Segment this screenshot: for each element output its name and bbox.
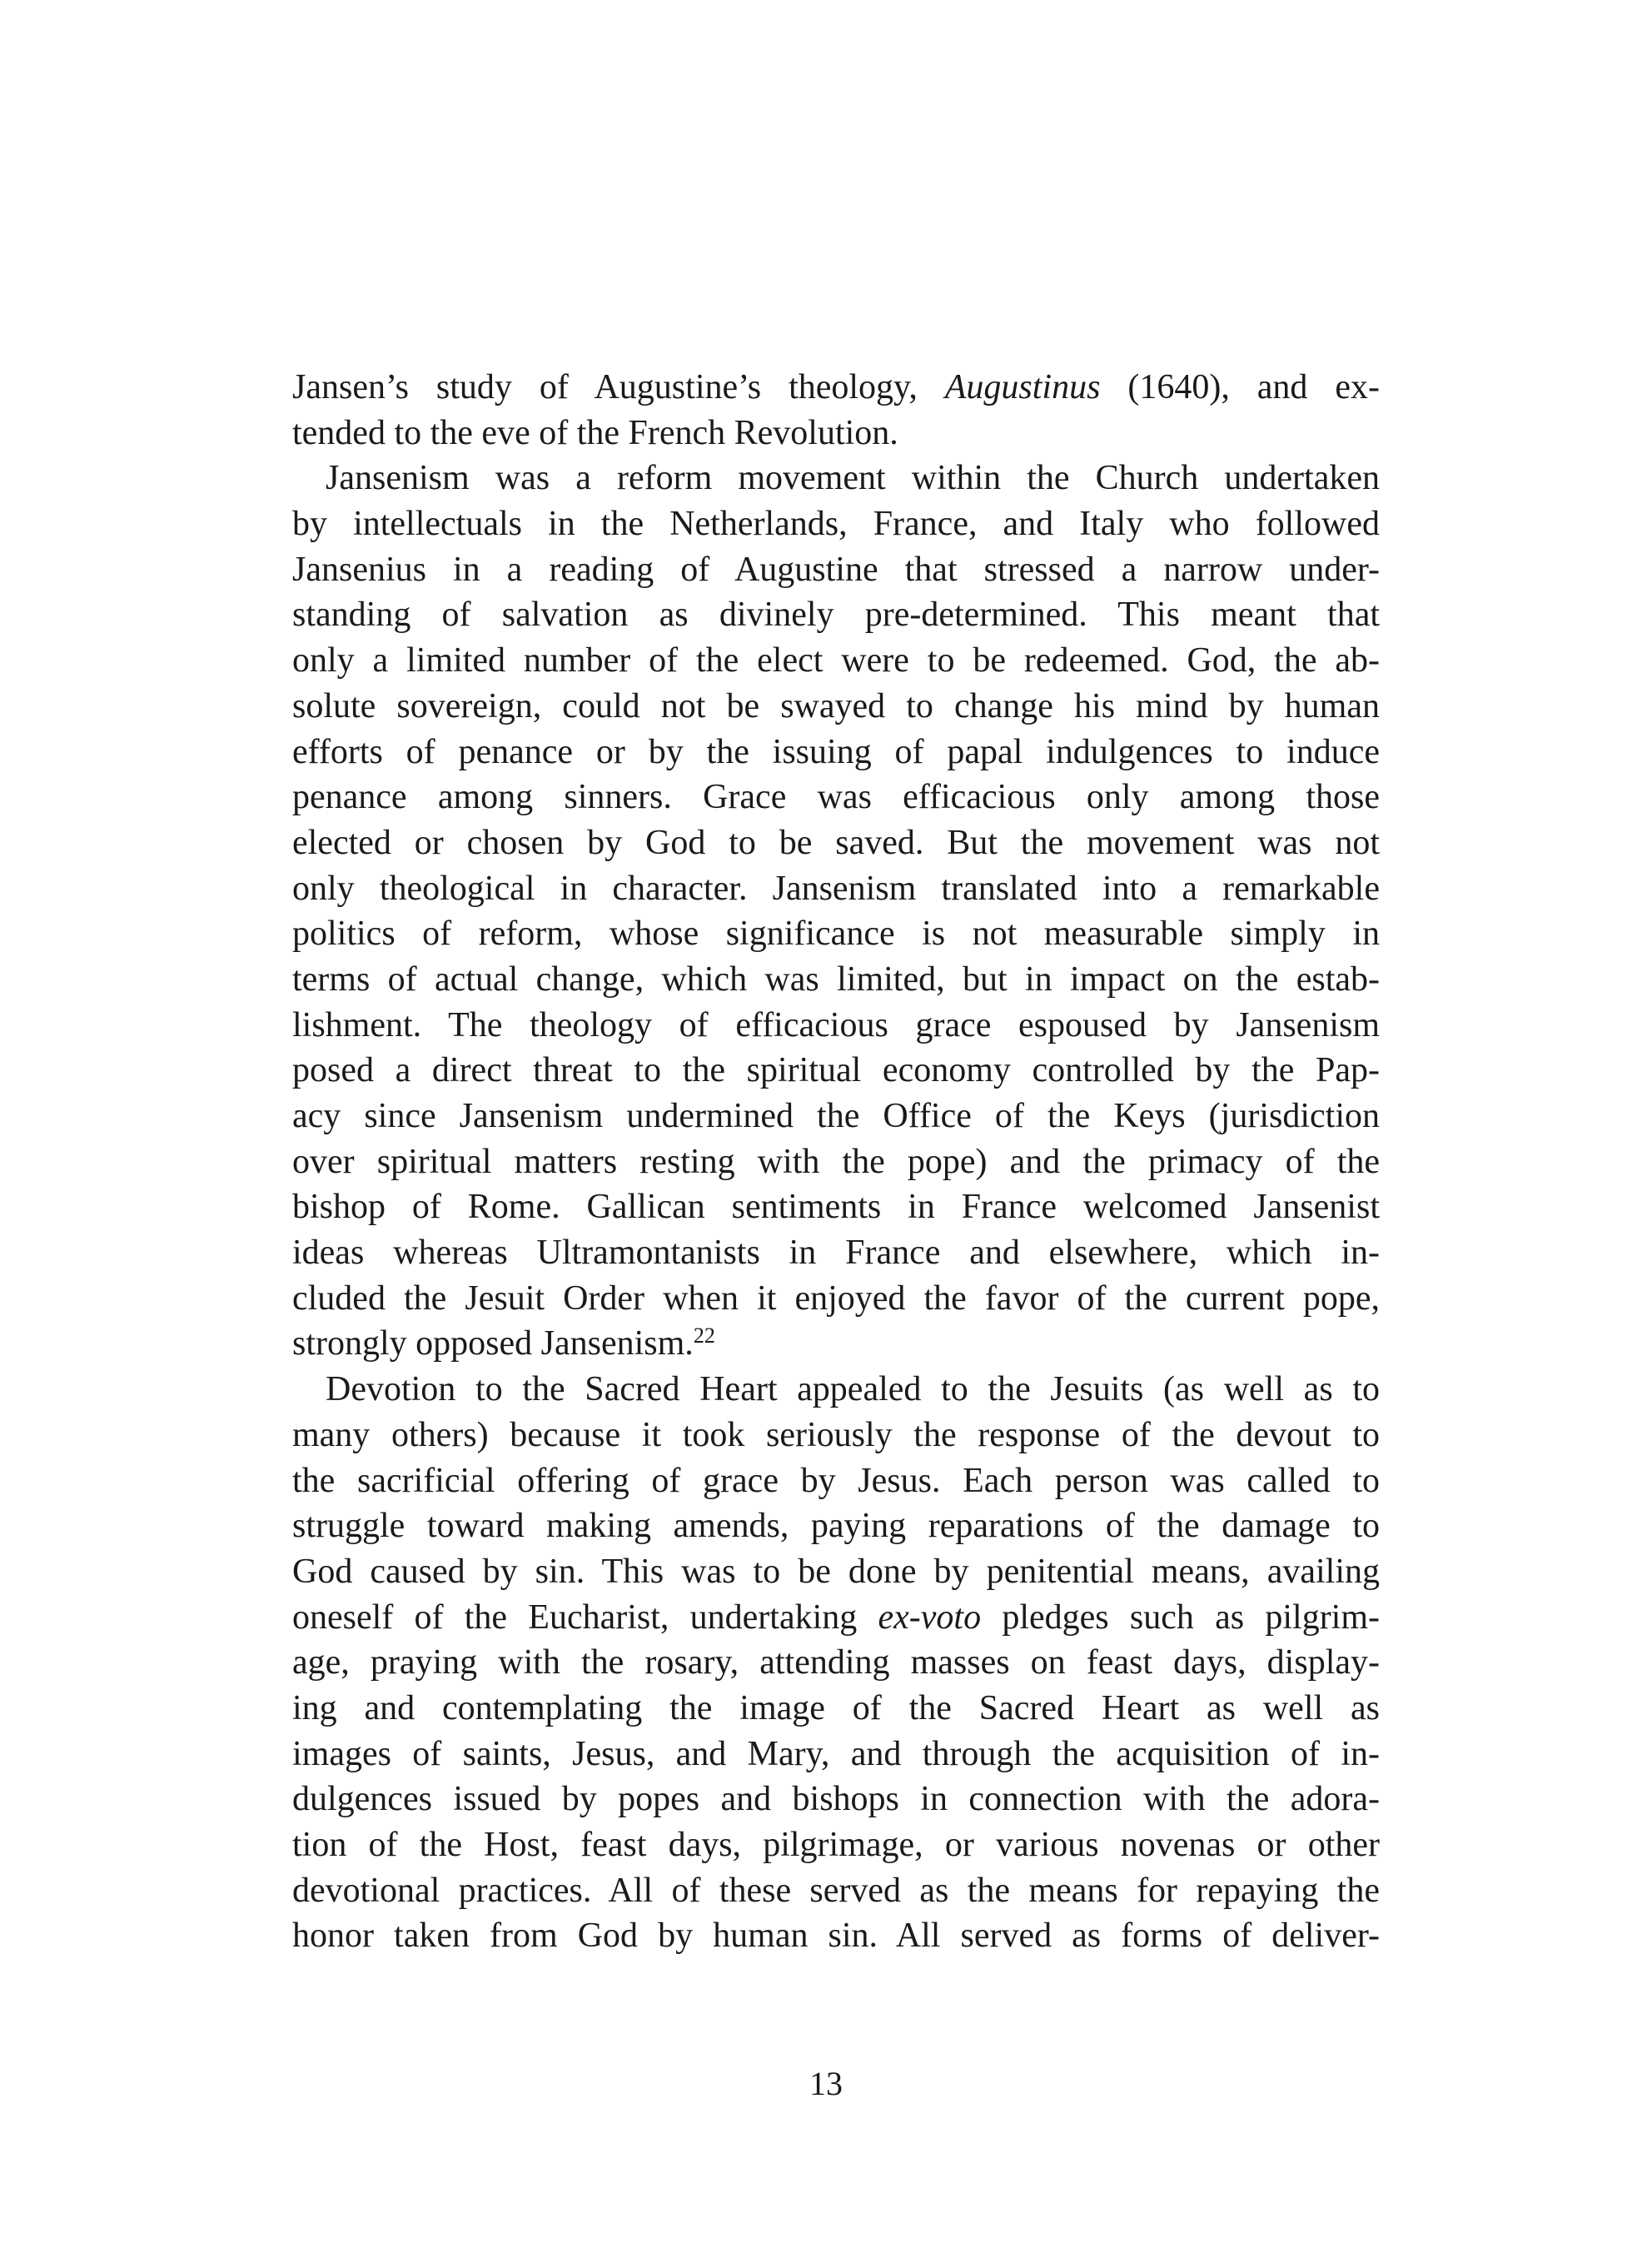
text-line <box>292 1003 1380 1049</box>
text-run: images of saints, Jesus, and Mary, and through the acquisition of in- <box>292 1734 1380 1773</box>
text-run: penance among sinners. Grace was efficacious only among those <box>292 778 1380 817</box>
text-run: bishop of Rome. Gallican sentiments in France welcomed Jansenist <box>292 1188 1380 1227</box>
text-run: only a limited number of the elect were to be redeemed. God, the ab- <box>292 641 1380 680</box>
text-run: many others) because it took seriously the response of the devout to <box>292 1415 1380 1454</box>
text-line <box>292 684 1380 730</box>
text-run: cluded the Jesuit Order when it enjoyed the favor of the current pope, <box>292 1279 1380 1318</box>
italic-title: Augustinus <box>944 368 1101 406</box>
text-run: God caused by sin. This was to be done by penitential means, availing <box>292 1552 1380 1591</box>
italic-title: ex-voto <box>878 1598 982 1637</box>
text-line <box>292 1276 1380 1322</box>
text-line <box>292 411 1380 456</box>
page-number: 13 <box>809 2065 843 2102</box>
text-run: posed a direct threat to the spiritual economy controlled by the Pap- <box>292 1051 1380 1090</box>
text-line <box>292 456 1380 501</box>
text-line <box>292 1732 1380 1777</box>
text-run: only theological in character. Jansenism translated into a remarkable <box>292 869 1380 908</box>
text-line <box>292 1048 1380 1094</box>
text-run: ideas whereas Ultramontanists in France and elsewhere, which in- <box>292 1234 1380 1273</box>
text-run: Jansen’s study of Augustine’s theology, <box>292 368 945 406</box>
text-line <box>292 957 1380 1003</box>
text-line <box>292 1321 1380 1367</box>
text-run: Jansenism was a reform movement within the Church undertaken <box>326 459 1380 498</box>
text-run: Jansenius in a reading of Augustine that stressed a narrow under- <box>292 550 1380 589</box>
paragraph <box>292 456 1380 1367</box>
paragraph <box>292 1367 1380 1959</box>
text-run: strongly opposed Jansenism. <box>292 1324 694 1363</box>
text-line <box>292 1549 1380 1595</box>
text-line <box>292 1777 1380 1822</box>
text-run: honor taken from God by human sin. All served as forms of deliver- <box>292 1917 1380 1956</box>
text-line <box>292 820 1380 866</box>
text-line <box>292 1458 1380 1504</box>
text-run: efforts of penance or by the issuing of papal indulgences to induce <box>292 732 1380 771</box>
text-run: devotional practices. All of these served as the means for repaying the <box>292 1871 1380 1910</box>
text-run: elected or chosen by God to be saved. But the movement was not <box>292 823 1380 862</box>
text-run: tion of the Host, feast days, pilgrimage, or various novenas or other <box>292 1826 1380 1864</box>
text-line <box>292 1230 1380 1276</box>
text-line <box>292 1367 1380 1413</box>
text-line <box>292 1913 1380 1959</box>
text-line <box>292 1139 1380 1185</box>
text-line <box>292 1595 1380 1641</box>
text-run: politics of reform, whose significance is not measurable simply in <box>292 915 1380 954</box>
text-run: by intellectuals in the Netherlands, France, and Italy who followed <box>292 505 1380 544</box>
footnote-marker: 22 <box>693 1323 715 1348</box>
text-line <box>292 1094 1380 1139</box>
text-run: tended to the eve of the French Revolution. <box>292 413 898 452</box>
text-run: pledges such as pilgrim- <box>981 1598 1380 1637</box>
text-line <box>292 1640 1380 1686</box>
text-run: struggle toward making amends, paying reparations of the damage to <box>292 1507 1380 1546</box>
text-run: dulgences issued by popes and bishops in connection with the adora- <box>292 1780 1380 1819</box>
text-run: over spiritual matters resting with the pope) and the primacy of the <box>292 1142 1380 1181</box>
text-line <box>292 1413 1380 1458</box>
text-run: acy since Jansenism undermined the Office of the Keys (jurisdiction <box>292 1097 1380 1135</box>
text-line <box>292 1503 1380 1549</box>
text-run: terms of actual change, which was limited, but in impact on the estab- <box>292 960 1380 999</box>
text-run: oneself of the Eucharist, undertaking <box>292 1598 878 1637</box>
text-run: standing of salvation as divinely pre-determined. This meant that <box>292 596 1380 635</box>
text-line <box>292 1184 1380 1230</box>
text-line <box>292 911 1380 957</box>
text-line <box>292 1822 1380 1868</box>
text-line <box>292 1686 1380 1732</box>
text-run: ing and contemplating the image of the Sacred Heart as well as <box>292 1688 1380 1727</box>
body-text <box>292 365 1380 1959</box>
text-line <box>292 775 1380 820</box>
text-run: Devotion to the Sacred Heart appealed to the Jesuits (as well as to <box>326 1370 1380 1409</box>
text-line <box>292 547 1380 593</box>
text-line <box>292 592 1380 638</box>
text-line <box>292 730 1380 775</box>
text-run: solute sovereign, could not be swayed to change his mind by human <box>292 686 1380 725</box>
text-line <box>292 638 1380 684</box>
text-line <box>292 365 1380 411</box>
text-run: (1640), and ex- <box>1100 368 1380 406</box>
text-line <box>292 501 1380 547</box>
text-run: lishment. The theology of efficacious grace espoused by Jansenism <box>292 1005 1380 1044</box>
text-line <box>292 1868 1380 1914</box>
text-run: the sacrificial offering of grace by Jesus. Each person was called to <box>292 1461 1380 1500</box>
text-run: age, praying with the rosary, attending masses on feast days, display- <box>292 1643 1380 1682</box>
paragraph <box>292 365 1380 456</box>
text-line <box>292 866 1380 912</box>
